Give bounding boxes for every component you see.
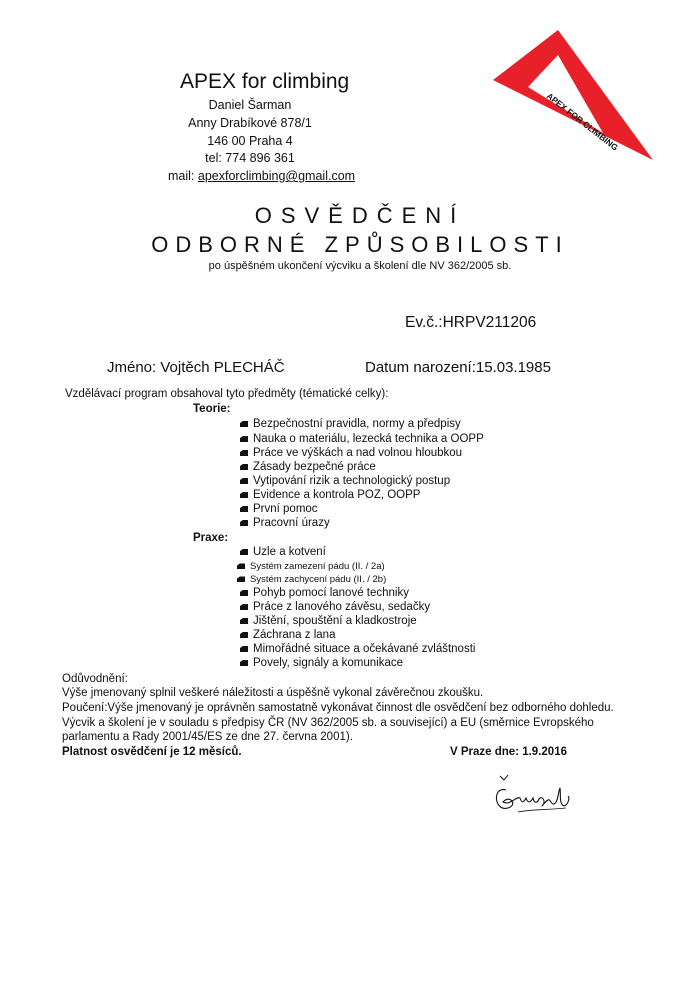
mail-link[interactable]: apexforclimbing@gmail.com (197, 169, 356, 183)
address-line-name: Daniel Šarman (208, 98, 292, 112)
title-line-2: ODBORNÉ ZPŮSOBILOSTI (151, 232, 569, 257)
address-line-phone: tel: 774 896 361 (205, 151, 295, 165)
list-item: Práce ve výškách a nad volnou hloubkou (240, 447, 462, 459)
program-intro: Vzdělávací program obsahoval tyto předměty (tématické celky): (65, 388, 389, 400)
apex-logo (488, 25, 658, 175)
list-item: Nauka o materiálu, lezecká technika a OOPP (240, 433, 484, 445)
justification-text: Výše jmenovaný splnil veškeré náležitosti a úspěšně vykonal závěrečnou zkoušku. (62, 687, 484, 699)
holder-name: Jméno: Vojtěch PLECHÁČ (107, 359, 285, 376)
instruction-text: Poučení:Výše jmenovaný je oprávněn samostatně vykonávat činnost dle osvědčení bez odborného dohledu. (62, 702, 614, 714)
section-praxe: Praxe: (193, 532, 229, 544)
evidence-number: Ev.č.:HRPV211206 (405, 314, 537, 331)
place-date: V Praze dne: 1.9.2016 (450, 746, 567, 758)
list-item: Mimořádné situace a očekávané zvláštnosti (240, 643, 475, 655)
birth-date: Datum narození:15.03.1985 (365, 359, 551, 376)
list-item: Systém zamezení pádu (II. / 2a) (237, 561, 385, 572)
bullet-icon (240, 506, 248, 512)
logo-text: APEX FOR CLIMBING (544, 90, 621, 153)
bullet-icon (240, 450, 248, 456)
list-item: První pomoc (240, 503, 318, 515)
bullet-icon (240, 590, 248, 596)
justification-label: Odůvodnění: (62, 673, 128, 685)
list-item: Pohyb pomocí lanové techniky (240, 587, 409, 599)
list-item: Zásady bezpečné práce (240, 461, 376, 473)
list-item: Pracovní úrazy (240, 517, 330, 529)
bullet-icon (240, 646, 248, 652)
bullet-icon (240, 660, 248, 666)
subtitle: po úspěšném ukončení výcviku a školení dle NV 362/2005 sb. (208, 260, 512, 272)
list-item: Uzle a kotvení (240, 546, 326, 558)
bullet-icon (240, 421, 248, 427)
bullet-icon (240, 549, 248, 555)
address-line-city: 146 00 Praha 4 (207, 134, 293, 148)
bullet-icon (237, 563, 245, 569)
list-item: Povely, signály a komunikace (240, 657, 403, 669)
list-item: Bezpečnostní pravidla, normy a předpisy (240, 418, 461, 430)
bullet-icon (240, 604, 248, 610)
bullet-icon (240, 632, 248, 638)
compliance-line-2: parlamentu a Rady 2001/45/ES ze dne 27. června 2001). (62, 731, 353, 743)
compliance-line-1: Výcvik a školení je v souladu s předpisy ČR (NV 362/2005 sb. a související) a EU (směrnice Evropského (62, 717, 594, 729)
mail-label: mail: (168, 169, 198, 183)
list-item: Práce z lanového závěsu, sedačky (240, 601, 430, 613)
signature-image (488, 768, 573, 818)
list-item: Jištění, spouštění a kladkostroje (240, 615, 417, 627)
logo-triangle (493, 30, 653, 160)
bullet-icon (240, 436, 248, 442)
brand-name: APEX for climbing (180, 70, 350, 93)
bullet-icon (240, 478, 248, 484)
list-item: Vytipování rizik a technologický postup (240, 475, 450, 487)
address-line-street: Anny Drabíkové 878/1 (188, 116, 312, 130)
title-line-1: OSVĚDČENÍ (254, 203, 466, 228)
validity-text: Platnost osvědčení je 12 měsíců. (62, 746, 242, 758)
bullet-icon (240, 618, 248, 624)
bullet-icon (237, 576, 245, 582)
list-item: Evidence a kontrola POZ, OOPP (240, 489, 420, 501)
bullet-icon (240, 464, 248, 470)
mail-line (168, 169, 355, 183)
list-item: Systém zachycení pádu (II. / 2b) (237, 574, 386, 585)
list-item: Záchrana z lana (240, 629, 335, 641)
bullet-icon (240, 492, 248, 498)
bullet-icon (240, 520, 248, 526)
section-teorie: Teorie: (193, 403, 231, 415)
